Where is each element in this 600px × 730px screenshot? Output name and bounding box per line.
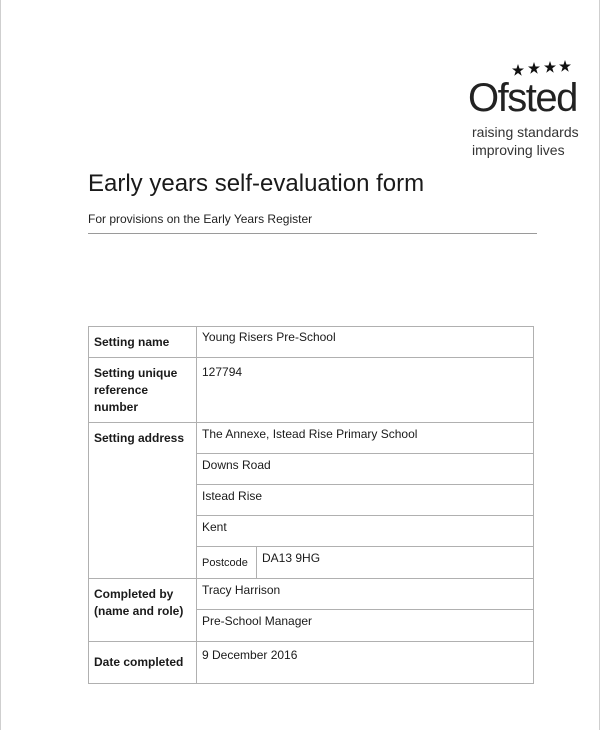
completed-by-label-line2: (name and role): [94, 604, 184, 618]
page-edge-left: [0, 0, 1, 730]
row-setting-name: [89, 327, 534, 358]
document-title: Early years self-evaluation form: [88, 170, 425, 197]
completed-by-label: [89, 579, 197, 642]
setting-urn-label-line1: Setting unique: [94, 366, 178, 380]
postcode-label: Postcode: [197, 547, 257, 578]
address-line-3[interactable]: Istead Rise: [197, 485, 533, 516]
row-setting-address: [89, 423, 534, 579]
address-line-4[interactable]: Kent: [197, 516, 533, 547]
title-divider: [88, 233, 537, 234]
logo-tagline-1: raising standards: [472, 124, 579, 140]
setting-name-label: Setting name: [89, 327, 197, 358]
document-subtitle: For provisions on the Early Years Register: [88, 212, 313, 226]
row-date-completed: [89, 642, 534, 684]
postcode-line: [197, 547, 533, 578]
address-line-2[interactable]: Downs Road: [197, 454, 533, 485]
address-line-1[interactable]: The Annexe, Istead Rise Primary School: [197, 423, 533, 454]
setting-urn-label: [89, 358, 197, 423]
row-setting-urn: [89, 358, 534, 423]
setting-urn-value[interactable]: 127794: [202, 365, 243, 379]
setting-urn-label-line3: number: [94, 400, 139, 414]
date-completed-value[interactable]: 9 December 2016: [202, 648, 298, 662]
logo-wordmark: Ofsted: [468, 76, 577, 120]
logo-tagline-2: improving lives: [472, 142, 565, 158]
setting-address-label: Setting address: [89, 423, 197, 579]
setting-details-table: [88, 326, 534, 684]
setting-name-value[interactable]: Young Risers Pre-School: [202, 330, 336, 344]
setting-urn-label-line2: reference: [94, 383, 149, 397]
completed-by-role[interactable]: Pre-School Manager: [202, 614, 313, 628]
row-completed-by: [89, 579, 534, 642]
postcode-value[interactable]: DA13 9HG: [262, 551, 321, 565]
completed-by-label-line1: Completed by: [94, 587, 174, 601]
date-completed-label: Date completed: [89, 642, 197, 684]
completed-by-name[interactable]: Tracy Harrison: [197, 579, 533, 610]
